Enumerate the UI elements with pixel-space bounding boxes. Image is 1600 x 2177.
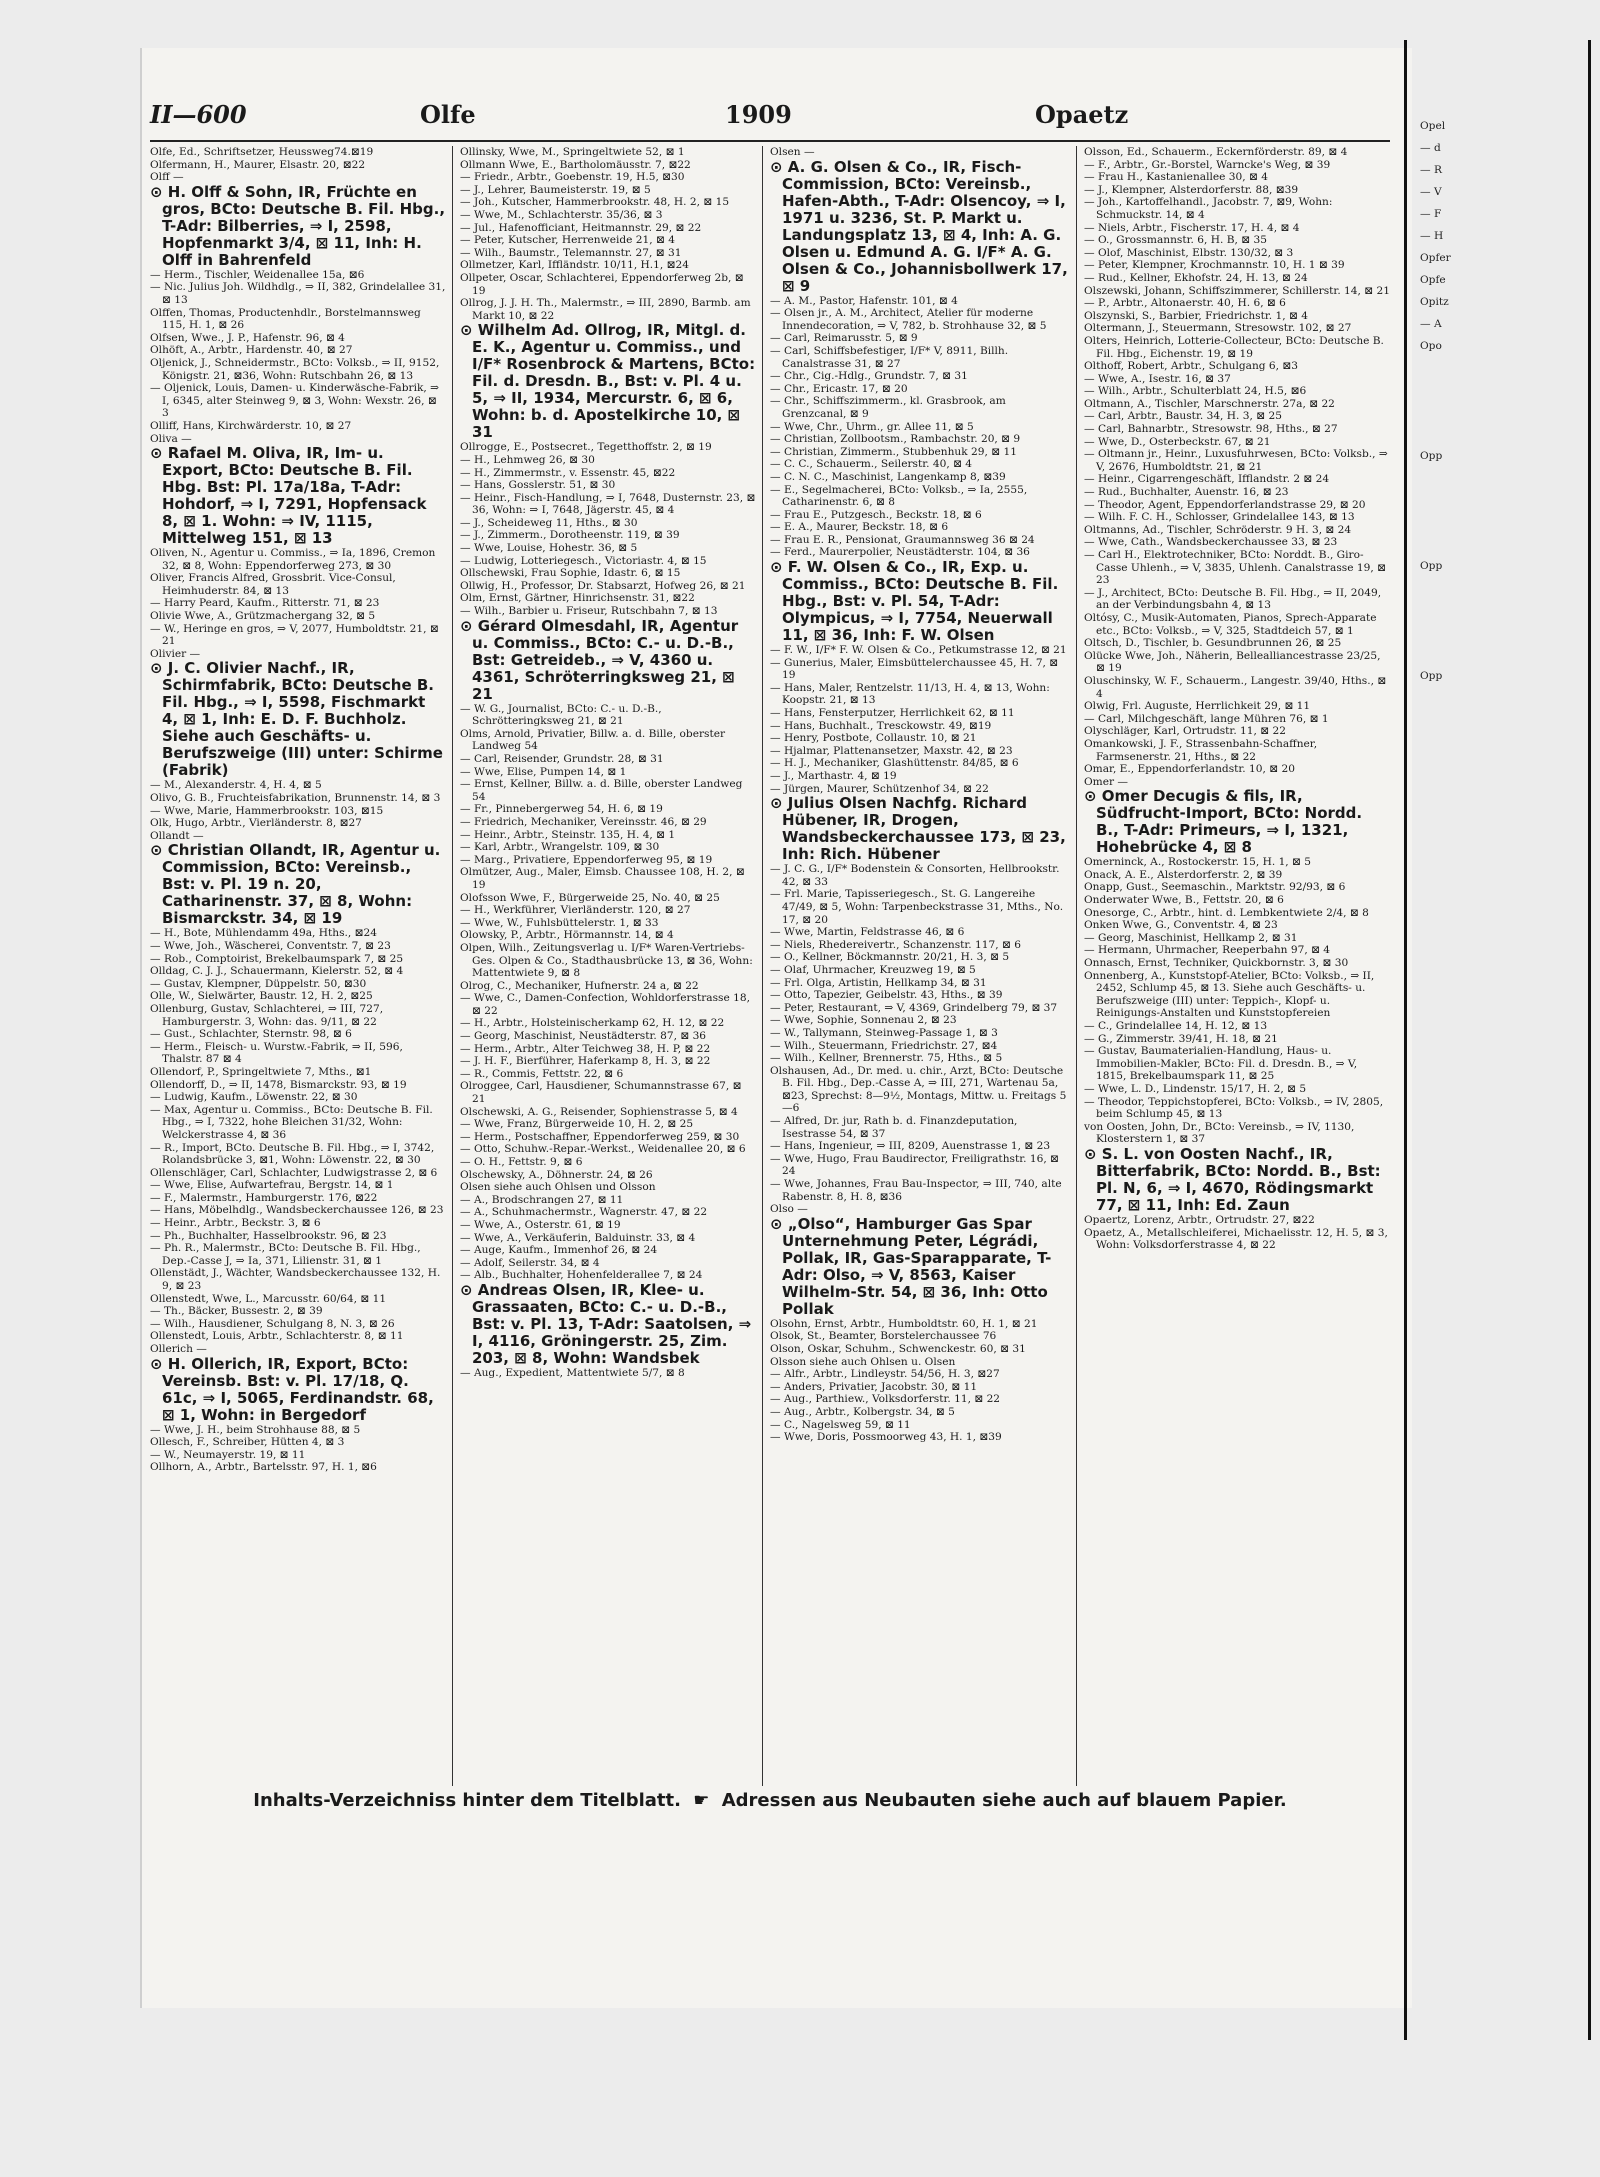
directory-entry: — Adolf, Seilerstr. 34, ⊠ 4 <box>460 1256 600 1269</box>
directory-entry: — Fr., Pinnebergerweg 54, H. 6, ⊠ 19 <box>460 803 663 816</box>
directory-entry: — Wwe, M., Schlachterstr. 35/36, ⊠ 3 <box>460 208 663 221</box>
directory-entry: Ollesch, F., Schreiber, Hütten 4, ⊠ 3 <box>150 1436 345 1449</box>
header-right-word: Opaetz <box>1035 100 1129 129</box>
directory-entry: — Wwe, Franz, Bürgerweide 10, H. 2, ⊠ 25 <box>460 1118 694 1131</box>
directory-entry: — Alfred, Dr. jur, Rath b. d. Finanzdeputation, Isestrasse 54, ⊠ 37 <box>770 1115 1018 1140</box>
directory-entry: — Rud., Buchhalter, Auenstr. 16, ⊠ 23 <box>1084 486 1289 499</box>
directory-entry: — Oltmann jr., Heinr., Luxusfuhrwesen, BCto: Volksb., ⇒ V, 2676, Humboldtstr. 21, ⊠ 21 <box>1084 448 1388 473</box>
directory-entry: Ollrogge, E., Postsecret., Tegetthoffstr. 2, ⊠ 19 <box>460 441 712 454</box>
directory-entry: Olters, Heinrich, Lotterie-Collecteur, BCto: Deutsche B. Fil. Hbg., Eichenstr. 19, ⊠ 19 <box>1084 334 1384 360</box>
directory-entry: — W., Neumayerstr. 19, ⊠ 11 <box>150 1448 306 1461</box>
directory-entry: — J., Lehrer, Baumeisterstr. 19, ⊠ 5 <box>460 183 651 196</box>
directory-entry: Olsohn, Ernst, Arbtr., Humboldtstr. 60, H. 1, ⊠ 21 <box>770 1317 1038 1330</box>
directory-entry: — Georg, Maschinist, Hellkamp 2, ⊠ 31 <box>1084 931 1298 944</box>
directory-entry: — Heinr., Arbtr., Steinstr. 135, H. 4, ⊠ 1 <box>460 828 676 841</box>
directory-entry: — Wwe, Martin, Feldstrasse 46, ⊠ 6 <box>770 926 965 939</box>
directory-entry: — Carl, Schiffsbefestiger, I/F* V, 8911, Billh. Canalstrasse 31, ⊠ 27 <box>770 344 1009 370</box>
pointing-hand-icon: ☛ <box>693 1790 710 1811</box>
directory-entry: — Wwe, Hugo, Frau Baudirector, Freiligrathstr. 16, ⊠ 24 <box>770 1152 1059 1178</box>
directory-entry: — W. G., Journalist, BCto: C.- u. D.-B., Schrötteringksweg 21, ⊠ 21 <box>460 702 662 728</box>
directory-entry: Onesorge, C., Arbtr., hint. d. Lembkentwiete 2/4, ⊠ 8 <box>1084 906 1369 919</box>
directory-entry: — C., Grindelallee 14, H. 12, ⊠ 13 <box>1084 1020 1268 1032</box>
directory-entry: Ollendorff, D., ⇒ II, 1478, Bismarckstr. 93, ⊠ 19 <box>150 1078 407 1091</box>
directory-entry: — Otto, Schuhw.-Repar.-Werkst., Weidenallee 20, ⊠ 6 <box>460 1143 746 1156</box>
directory-entry: — Joh., Kutscher, Hammerbrookstr. 48, H. 2, ⊠ 15 <box>460 196 730 209</box>
directory-entry: Olrog, C., Mechaniker, Hufnerstr. 24 a, ⊠ 22 <box>460 979 699 992</box>
running-header <box>150 100 1390 140</box>
directory-entry: — Otto, Tapezier, Geibelstr. 43, Hths., ⊠ 39 <box>770 989 1003 1002</box>
directory-entry: Olm, Ernst, Gärtner, Hinrichsenstr. 31, ⊠22 <box>460 592 695 605</box>
directory-entry: — Chr., Schiffszimmerm., kl. Grasbrook, am Grenzcanal, ⊠ 9 <box>770 395 1006 420</box>
directory-entry: — Herm., Tischler, Weidenallee 15a, ⊠6 <box>150 268 365 281</box>
directory-entry: — Olof, Maschinist, Elbstr. 130/32, ⊠ 3 <box>1084 246 1294 259</box>
directory-entry: — Wilh., Barbier u. Friseur, Rutschbahn 7, ⊠ 13 <box>460 605 718 618</box>
directory-entry: Oliva — <box>150 432 192 445</box>
directory-entry: — Friedr., Arbtr., Goebenstr. 19, H.5, ⊠30 <box>460 171 685 184</box>
directory-entry: Olle, W., Sielwärter, Baustr. 12, H. 2, ⊠25 <box>150 990 373 1003</box>
directory-entry: — Marg., Privatiere, Eppendorferweg 95, ⊠ 19 <box>460 853 713 866</box>
directory-entry: — Carl, Arbtr., Baustr. 34, H. 3, ⊠ 25 <box>1084 410 1282 423</box>
directory-entry: — R., Import, BCto. Deutsche B. Fil. Hbg., ⇒ I, 3742, Rolandsbrücke 3, ⊠1, Wohn: Löwenstr. 22, ⊠ 30 <box>150 1141 435 1167</box>
directory-entry: Oltmann, A., Tischler, Marschnerstr. 27a, ⊠ 22 <box>1084 397 1335 410</box>
directory-entry: ⊙ S. L. von Oosten Nachf., IR, Bitterfabrik, BCto: Nordd. B., Bst: Pl. N, 6, ⇒ I, 4670, Rödingsmarkt 77, ⊠ 11, Inh: Ed. Zaun <box>1084 1144 1381 1214</box>
directory-entry: — Wilh., Arbtr., Schulterblatt 24, H.5, ⊠6 <box>1084 385 1307 398</box>
directory-entry: — W., Heringe en gros, ⇒ V, 2077, Humboldtstr. 21, ⊠ 21 <box>150 622 439 648</box>
directory-entry: — Wilh., Baumstr., Telemannstr. 27, ⊠ 31 <box>460 246 682 259</box>
directory-entry: — Herm., Arbtr., Alter Teichweg 38, H. P, ⊠ 22 <box>460 1042 711 1055</box>
directory-entry: Omar, E., Eppendorferlandstr. 10, ⊠ 20 <box>1084 763 1295 776</box>
fragment-line: — R <box>1420 164 1442 176</box>
directory-entry: — F. W., I/F* F. W. Olsen & Co., Petkumstrasse 12, ⊠ 21 <box>770 644 1067 657</box>
directory-entry: — Wwe, Sophie, Sonnenau 2, ⊠ 23 <box>770 1014 957 1027</box>
directory-entry: Omerninck, A., Rostockerstr. 15, H. 1, ⊠ 5 <box>1084 856 1312 869</box>
directory-entry: — Hans, Fensterputzer, Herrlichkeit 62, ⊠ 11 <box>770 707 1015 720</box>
directory-entry: — Wwe, Johannes, Frau Bau-Inspector, ⇒ III, 740, alte Rabenstr. 8, H. 8, ⊠36 <box>770 1178 1062 1203</box>
directory-entry: Olso — <box>770 1203 808 1216</box>
footer-left-text: Inhalts-Verzeichniss hinter dem Titelblatt. <box>253 1790 681 1811</box>
directory-entry: Olsen siehe auch Ohlsen und Olsson <box>460 1181 656 1194</box>
directory-entry: — Rob., Comptoirist, Brekelbaumspark 7, ⊠ 25 <box>150 952 404 965</box>
directory-entry: — C., Nagelsweg 59, ⊠ 11 <box>770 1418 911 1431</box>
directory-entry: — Auge, Kaufm., Immenhof 26, ⊠ 24 <box>460 1244 658 1257</box>
directory-column-2 <box>460 146 756 1786</box>
directory-entry: Olivo, G. B., Fruchteisfabrikation, Brunnenstr. 14, ⊠ 3 <box>150 792 441 805</box>
directory-entry: Ollendorf, P., Springeltwiete 7, Mths., ⊠1 <box>150 1065 372 1078</box>
fragment-line: — F <box>1420 208 1442 220</box>
directory-entry: Ollenstedt, Louis, Arbtr., Schlachterstr. 8, ⊠ 11 <box>150 1330 404 1343</box>
directory-entry: ⊙ J. C. Olivier Nachf., IR, Schirmfabrik, BCto: Deutsche B. Fil. Hbg., ⇒ I, 5598, Fischmarkt 4, ⊠ 1, Inh: E. D. F. Buchholz. Siehe auch Geschäfts- u. Berufszweige (III) unter: Schirme (Fabrik) <box>150 659 443 780</box>
directory-entry: ⊙ A. G. Olsen & Co., IR, Fisch-Commission, BCto: Vereinsb., Hafen-Abth., T-Adr: Olsencoy, ⇒ I, 1971 u. 3236, St. P. Markt u. Landungsplatz 13, ⊠ 4, Inh: A. G. Olsen u. Edmund A. G. I/F* A. G. Olsen & Co., Johannisbollwerk 17, ⊠ 9 <box>770 157 1068 295</box>
directory-entry: — Wwe, W., Fuhlsbüttelerstr. 1, ⊠ 33 <box>460 916 659 929</box>
directory-entry: — Alb., Buchhalter, Hohenfelderallee 7, ⊠ 24 <box>460 1269 703 1282</box>
directory-entry: — Chr., Ericastr. 17, ⊠ 20 <box>770 382 908 395</box>
directory-entry: — Aug., Expedient, Mattentwiete 5/7, ⊠ 8 <box>460 1366 685 1379</box>
directory-entry: — Wwe, A., Verkäuferin, Balduinstr. 33, ⊠ 4 <box>460 1231 696 1244</box>
directory-entry: — Wwe, Cath., Wandsbeckerchaussee 33, ⊠ 23 <box>1084 536 1338 549</box>
directory-entry: Olliff, Hans, Kirchwärderstr. 10, ⊠ 27 <box>150 419 352 432</box>
directory-entry: — Max, Agentur u. Commiss., BCto: Deutsche B. Fil. Hbg., ⇒ I, 7322, hohe Bleichen 31/32, Wohn: Welckerstrasse 4, ⊠ 36 <box>150 1103 433 1141</box>
directory-entry: — F., Arbtr., Gr.-Borstel, Warncke's Weg, ⊠ 39 <box>1084 158 1331 171</box>
directory-entry: — Niels, Rhedereivertr., Schanzenstr. 117, ⊠ 6 <box>770 938 1021 951</box>
directory-entry: — Frau E. R., Pensionat, Graumannsweg 36 ⊠ 24 <box>770 533 1035 546</box>
directory-entry: Onken Wwe, G., Conventstr. 4, ⊠ 23 <box>1084 919 1278 932</box>
directory-entry: — Wwe, A., Isestr. 16, ⊠ 37 <box>1084 372 1231 385</box>
directory-entry: — Oljenick, Louis, Damen- u. Kinderwäsche-Fabrik, ⇒ I, 6345, alter Steinweg 9, ⊠ 3, Wohn: Wexstr. 26, ⊠ 3 <box>150 382 440 420</box>
page-number: II—600 <box>150 100 247 129</box>
directory-entry: Ollmann Wwe, E., Bartholomäusstr. 7, ⊠22 <box>460 158 691 171</box>
directory-entry: von Oosten, John, Dr., BCto: Vereinsb., ⇒ IV, 1130, Klosterstern 1, ⊠ 37 <box>1084 1120 1355 1146</box>
directory-entry: — Peter, Klempner, Krochmannstr. 10, H. 1 ⊠ 39 <box>1084 259 1345 272</box>
directory-entry: — Hans, Möbelhdlg., Wandsbeckerchaussee 126, ⊠ 23 <box>150 1204 444 1217</box>
directory-entry: — Wwe, Elise, Pumpen 14, ⊠ 1 <box>460 765 627 778</box>
directory-entry: Olms, Arnold, Privatier, Billw. a. d. Bille, oberster Landweg 54 <box>460 727 726 753</box>
column-divider <box>762 146 763 1786</box>
directory-entry: Olschewsky, A., Döhnerstr. 24, ⊠ 26 <box>460 1168 653 1181</box>
directory-entry: — O. H., Fettstr. 9, ⊠ 6 <box>460 1156 583 1168</box>
directory-entry: Ollandt — <box>150 829 204 842</box>
directory-entry: ⊙ H. Olff & Sohn, IR, Früchte en gros, BCto: Deutsche B. Fil. Hbg., T-Adr: Bilberries, ⇒ I, 2598, Hopfenmarkt 3/4, ⊠ 11, Inh: H. Olff in Bahrenfeld <box>150 182 446 269</box>
directory-entry: Olffen, Thomas, Productenhdlr., Borstelmannsweg 115, H. 1, ⊠ 26 <box>150 306 421 332</box>
directory-column-3 <box>770 146 1070 1786</box>
directory-entry: — Peter, Restaurant, ⇒ V, 4369, Grindelberg 79, ⊠ 37 <box>770 1001 1058 1014</box>
fragment-line: Opfer <box>1420 252 1451 264</box>
directory-entry: Olofsson Wwe, F., Bürgerweide 25, No. 40, ⊠ 25 <box>460 891 720 904</box>
directory-entry: — Chr., Cig.-Hdlg., Grundstr. 7, ⊠ 31 <box>770 370 968 383</box>
directory-entry: Olsson, Ed., Schauerm., Eckernförderstr. 89, ⊠ 4 <box>1084 146 1348 158</box>
directory-entry: Omer — <box>1084 775 1129 788</box>
directory-entry: — Herm., Postschaffner, Eppendorferweg 259, ⊠ 30 <box>460 1130 740 1143</box>
directory-entry: Olsson siehe auch Ohlsen u. Olsen <box>770 1355 956 1368</box>
directory-entry: Olücke Wwe, Joh., Näherin, Bellealliancestrasse 23/25, ⊠ 19 <box>1084 649 1381 675</box>
directory-entry: — Aug., Arbtr., Kolbergstr. 34, ⊠ 5 <box>770 1405 955 1418</box>
directory-entry: Ollrog, J. J. H. Th., Malermstr., ⇒ III, 2890, Barmb. am Markt 10, ⊠ 22 <box>460 297 751 322</box>
directory-entry: — Gunerius, Maler, Eimsbüttelerchaussee 45, H. 7, ⊠ 19 <box>770 656 1059 682</box>
directory-entry: — Alfr., Arbtr., Lindleystr. 54/56, H. 3, ⊠27 <box>770 1368 1000 1381</box>
directory-entry: — Wwe, Joh., Wäscherei, Conventstr. 7, ⊠ 23 <box>150 940 391 952</box>
directory-entry: — Frl. Marie, Tapisseriegesch., St. G. Langereihe 47/49, ⊠ 5, Wohn: Tarpenbeckstrasse 31, Mths., No. 17, ⊠ 20 <box>770 888 1064 926</box>
directory-entry: — Hans, Ingenieur, ⇒ III, 8209, Auenstrasse 1, ⊠ 23 <box>770 1140 1051 1153</box>
directory-entry: — Wwe, Marie, Hammerbrookstr. 103, ⊠15 <box>150 804 384 817</box>
directory-entry: Onnenberg, A., Kunststopf-Atelier, BCto: Volksb., ⇒ II, 2452, Schlump 45, ⊠ 13. Siehe auch Geschäfts- u. Berufszweige (III) unter: Teppich-, Klopf- u. Reinigungs-Anstalten und Kunststopfereien <box>1084 969 1375 1020</box>
directory-entry: — R., Commis, Fettstr. 22, ⊠ 6 <box>460 1067 624 1080</box>
fragment-line: Opp <box>1420 450 1443 462</box>
directory-entry: — Christian, Zimmerm., Stubbenhuk 29, ⊠ 11 <box>770 445 1017 458</box>
fragment-line: Opo <box>1420 340 1442 352</box>
directory-entry: — Peter, Kutscher, Herrenweide 21, ⊠ 4 <box>460 234 675 247</box>
directory-entry: — Georg, Maschinist, Neustädterstr. 87, ⊠ 36 <box>460 1030 707 1043</box>
directory-entry: Oltermann, J., Steuermann, Stresowstr. 102, ⊠ 27 <box>1084 322 1352 335</box>
directory-entry: Ollpeter, Oscar, Schlachterei, Eppendorferweg 2b, ⊠ 19 <box>460 271 744 297</box>
directory-entry: Ollinsky, Wwe, M., Springeltwiete 52, ⊠ 1 <box>460 146 685 158</box>
directory-entry: — Karl, Arbtr., Wrangelstr. 109, ⊠ 30 <box>460 841 660 854</box>
directory-entry: Olsok, St., Beamter, Borstelerchaussee 76 <box>770 1330 997 1343</box>
directory-entry: — Herm., Fleisch- u. Wurstw.-Fabrik, ⇒ II, 596, Thalstr. 87 ⊠ 4 <box>150 1040 403 1066</box>
directory-entry: — Niels, Arbtr., Fischerstr. 17, H. 4, ⊠ 4 <box>1084 221 1300 234</box>
directory-entry: Olson, Oskar, Schuhm., Schwenckestr. 60, ⊠ 31 <box>770 1343 1026 1355</box>
directory-entry: — Wwe, D., Osterbeckstr. 67, ⊠ 21 <box>1084 435 1271 448</box>
directory-entry: Olldag, C. J. J., Schauermann, Kielerstr. 52, ⊠ 4 <box>150 965 404 978</box>
directory-entry: Opaertz, Lorenz, Arbtr., Ortrudstr. 27, ⊠22 <box>1084 1213 1315 1226</box>
directory-entry: — A., Schuhmachermstr., Wagnerstr. 47, ⊠ 22 <box>460 1206 708 1219</box>
footer-notice <box>150 1790 1390 1811</box>
directory-entry: Olthoff, Robert, Arbtr., Schulgang 6, ⊠3 <box>1084 360 1299 373</box>
directory-entry: Onapp, Gust., Seemaschin., Marktstr. 92/93, ⊠ 6 <box>1084 881 1346 894</box>
directory-entry: ⊙ „Olso“, Hamburger Gas Spar Unternehmung Peter, Légrádi, Pollak, IR, Gas-Sparapparate, T-Adr: Olso, ⇒ V, 8563, Kaiser Wilhelm-Str. 54, ⊠ 36, Inh: Otto Pollak <box>770 1214 1052 1318</box>
directory-entry: ⊙ F. W. Olsen & Co., IR, Exp. u. Commiss., BCto: Deutsche B. Fil. Hbg., Bst: v. Pl. 54, T-Adr: Olympicus, ⇒ I, 7754, Neuerwall 11, ⊠ 36, Inh: F. W. Olsen <box>770 558 1059 645</box>
directory-entry: — Jürgen, Maurer, Schützenhof 34, ⊠ 22 <box>770 782 989 795</box>
directory-entry: — Ferd., Maurerpolier, Neustädterstr. 104, ⊠ 36 <box>770 546 1030 559</box>
directory-entry: — H., Zimmermstr., v. Essenstr. 45, ⊠22 <box>460 466 676 479</box>
directory-entry: Onack, A. E., Alsterdorferstr. 2, ⊠ 39 <box>1084 868 1283 881</box>
directory-entry: — Hans, Buchhalt., Tresckowstr. 49, ⊠19 <box>770 719 992 732</box>
directory-entry: Olyschläger, Karl, Ortrudstr. 11, ⊠ 22 <box>1084 725 1286 738</box>
directory-entry: — Wwe, A., Osterstr. 61, ⊠ 19 <box>460 1218 621 1231</box>
directory-entry: Olroggee, Carl, Hausdiener, Schumannstrasse 67, ⊠ 21 <box>460 1080 742 1106</box>
directory-entry: — Heinr., Fisch-Handlung, ⇒ I, 7648, Dusternstr. 23, ⊠ 36, Wohn: ⇒ I, 7648, Jägerstr. 45, ⊠ 4 <box>460 491 756 517</box>
directory-entry: — Wwe, Chr., Uhrm., gr. Allee 11, ⊠ 5 <box>770 420 974 433</box>
directory-entry: — E. A., Maurer, Beckstr. 18, ⊠ 6 <box>770 521 949 534</box>
directory-entry: — Olaf, Uhrmacher, Kreuzweg 19, ⊠ 5 <box>770 963 976 976</box>
column-divider <box>452 146 453 1786</box>
fragment-line: Opitz <box>1420 296 1449 308</box>
directory-entry: Olschewski, A. G., Reisender, Sophienstrasse 5, ⊠ 4 <box>460 1105 738 1118</box>
directory-entry: Opaetz, A., Metallschleiferei, Michaelisstr. 12, H. 5, ⊠ 3, Wohn: Volksdorferstrasse 4, ⊠ 22 <box>1084 1226 1388 1252</box>
directory-entry: Ollerich — <box>150 1343 207 1355</box>
directory-entry: Ollenstedt, Wwe, L., Marcusstr. 60/64, ⊠ 11 <box>150 1292 387 1305</box>
directory-entry: — G., Zimmerstr. 39/41, H. 18, ⊠ 21 <box>1084 1032 1278 1045</box>
page-edge-bar <box>1404 40 1407 2040</box>
directory-entry: — Wwe, Louise, Hohestr. 36, ⊠ 5 <box>460 542 638 555</box>
directory-entry: — H., Bote, Mühlendamm 49a, Hths., ⊠24 <box>150 927 378 940</box>
directory-entry: — C. N. C., Maschinist, Langenkamp 8, ⊠39 <box>770 470 1006 483</box>
directory-entry: — Olsen jr., A. M., Architect, Atelier für moderne Innendecoration, ⇒ V, 782, b. Strohhause 32, ⊠ 5 <box>770 307 1047 332</box>
directory-entry: — Heinr., Cigarrengeschäft, Ifflandstr. 2 ⊠ 24 <box>1084 473 1330 486</box>
directory-entry: — Ph., Buchhalter, Hasselbrookstr. 96, ⊠ 23 <box>150 1229 387 1242</box>
directory-entry: ⊙ Andreas Olsen, IR, Klee- u. Grassaaten, BCto: C.- u. D.-B., Bst: v. Pl. 13, T-Adr: Saatolsen, ⇒ I, 4116, Gröningerstr. 25, Zim. 203, ⊠ 8, Wohn: Wandsbek <box>460 1280 752 1367</box>
directory-entry: Ollenschläger, Carl, Schlachter, Ludwigstrasse 2, ⊠ 6 <box>150 1166 438 1179</box>
directory-column-1 <box>150 146 446 1786</box>
fragment-line: Opel <box>1420 120 1446 132</box>
fragment-line: — A <box>1420 318 1442 330</box>
directory-entry: — Ernst, Kellner, Billw. a. d. Bille, oberster Landweg 54 <box>460 778 743 803</box>
directory-entry: — Wilh., Kellner, Brennerstr. 75, Hths., ⊠ 5 <box>770 1052 1003 1065</box>
directory-entry: Olhöft, A., Arbtr., Hardenstr. 40, ⊠ 27 <box>150 344 353 357</box>
directory-entry: Olwig, Frl. Auguste, Herrlichkeit 29, ⊠ 11 <box>1084 700 1311 713</box>
directory-entry: — E., Segelmacherei, BCto: Volksb., ⇒ Ia, 2555, Catharinenstr. 6, ⊠ 8 <box>770 483 1028 509</box>
directory-entry: — Carl H., Elektrotechniker, BCto: Norddt. B., Giro-Casse Uhlenh., ⇒ V, 3835, Uhlenh. Canalstrasse 19, ⊠ 23 <box>1084 549 1386 587</box>
directory-entry: — Theodor, Teppichstopferei, BCto: Volksb., ⇒ IV, 2805, beim Schlump 45, ⊠ 13 <box>1084 1095 1384 1121</box>
directory-entry: — Joh., Kartoffelhandl., Jacobstr. 7, ⊠9, Wohn: Schmuckstr. 14, ⊠ 4 <box>1084 196 1333 221</box>
directory-entry: — J. C. G., I/F* Bodenstein & Consorten, Hellbrookstr. 42, ⊠ 33 <box>770 863 1060 888</box>
directory-entry: — Friedrich, Mechaniker, Vereinsstr. 46, ⊠ 29 <box>460 815 707 828</box>
directory-entry: — M., Alexanderstr. 4, H. 4, ⊠ 5 <box>150 779 322 792</box>
directory-entry: — Heinr., Arbtr., Beckstr. 3, ⊠ 6 <box>150 1217 321 1230</box>
directory-entry: ⊙ Omer Decugis & fils, IR, Südfrucht-Import, BCto: Nordd. B., T-Adr: Primeurs, ⇒ I, 1321, Hohebrücke 4, ⊠ 8 <box>1084 787 1363 857</box>
directory-entry: ⊙ H. Ollerich, IR, Export, BCto: Vereinsb. Bst: v. Pl. 17/18, Q. 61c, ⇒ I, 5065, Ferdinandstr. 68, ⊠ 1, Wohn: in Bergedorf <box>150 1354 434 1424</box>
directory-entry: Olsen — <box>770 146 815 158</box>
directory-entry: — Ludwig, Lotteriegesch., Victoriastr. 4, ⊠ 15 <box>460 554 707 567</box>
directory-entry: Olowsky, P., Arbtr., Hörmannstr. 14, ⊠ 4 <box>460 929 674 942</box>
directory-entry: Oliven, N., Agentur u. Commiss., ⇒ Ia, 1896, Cremon 32, ⊠ 8, Wohn: Eppendorferweg 273, ⊠ 30 <box>150 547 436 572</box>
directory-entry: Olpen, Wilh., Zeitungsverlag u. I/F* Waren-Vertriebs-Ges. Olpen & Co., Stadthausbrücke 13, ⊠ 36, Wohn: Mattentwiete 9, ⊠ 8 <box>460 941 753 980</box>
directory-entry: — Frau H., Kastanienallee 30, ⊠ 4 <box>1084 171 1268 184</box>
directory-entry: Oljenick, J., Schneidermstr., BCto: Volksb., ⇒ II, 9152, Königstr. 21, ⊠36, Wohn: Rutschbahn 26, ⊠ 13 <box>150 356 440 382</box>
directory-entry: — Wwe, J. H., beim Strohhause 88, ⊠ 5 <box>150 1423 361 1436</box>
directory-entry: — C. C., Schauerm., Seilerstr. 40, ⊠ 4 <box>770 458 973 471</box>
directory-entry: — Henry, Postbote, Collaustr. 10, ⊠ 21 <box>770 732 977 745</box>
directory-entry: — Nic. Julius Joh. Wildhdlg., ⇒ II, 382, Grindelallee 31, ⊠ 13 <box>150 281 446 306</box>
directory-entry: — Ph. R., Malermstr., BCto: Deutsche B. Fil. Hbg., Dep.-Casse J, ⇒ Ia, 371, Lilienstr. 31, ⊠ 1 <box>150 1242 421 1267</box>
directory-entry: — Gust., Schlachter, Sternstr. 98, ⊠ 6 <box>150 1028 352 1041</box>
next-page-fragment <box>1420 120 1600 1820</box>
directory-entry: — Wwe, C., Damen-Confection, Wohldorferstrasse 18, ⊠ 22 <box>460 992 750 1017</box>
directory-entry: — Gustav, Baumaterialien-Handlung, Haus- u. Immobilien-Makler, BCto: Fil. d. Dresdn. B., ⇒ V, 1815, Brekelbaumspark 11, ⊠ 25 <box>1084 1045 1358 1083</box>
fragment-line: — d <box>1420 142 1441 154</box>
directory-entry: Olff — <box>150 171 184 184</box>
directory-entry: — Frau E., Putzgesch., Beckstr. 18, ⊠ 6 <box>770 508 982 521</box>
directory-entry: Onderwater Wwe, B., Fettstr. 20, ⊠ 6 <box>1084 894 1284 907</box>
directory-entry: Ollwig, H., Professor, Dr. Stabsarzt, Hofweg 26, ⊠ 21 <box>460 579 746 592</box>
directory-entry: — J., Marthastr. 4, ⊠ 19 <box>770 770 897 782</box>
fragment-line: Opfe <box>1420 274 1446 286</box>
directory-entry: Ollenstädt, J., Wächter, Wandsbeckerchaussee 132, H. 9, ⊠ 23 <box>150 1267 441 1293</box>
directory-entry: — Christian, Zollbootsm., Rambachstr. 20, ⊠ 9 <box>770 433 1021 446</box>
header-rule <box>150 140 1390 142</box>
directory-entry: — H., Werkführer, Vierländerstr. 120, ⊠ 27 <box>460 904 691 917</box>
directory-entry: — Harry Peard, Kaufm., Ritterstr. 71, ⊠ 23 <box>150 597 380 610</box>
directory-entry: Oluschinsky, W. F., Schauerm., Langestr. 39/40, Hths., ⊠ 4 <box>1084 674 1387 700</box>
directory-entry: Olfsen, Wwe., J. P., Hafenstr. 96, ⊠ 4 <box>150 331 345 344</box>
directory-entry: — H., Arbtr., Holsteinischerkamp 62, H. 12, ⊠ 22 <box>460 1017 725 1030</box>
directory-entry: Olshausen, Ad., Dr. med. u. chir., Arzt, BCto: Deutsche B. Fil. Hbg., Dep.-Casse A, ⇒ III, 271, Wartenau 5a, ⊠23, Sprechst: 8—9½, Montags, Mittw. u. Freitags 5—6 <box>770 1064 1067 1115</box>
fragment-line: Opp <box>1420 560 1443 572</box>
directory-entry: — J., Zimmerm., Dorotheenstr. 119, ⊠ 39 <box>460 529 680 542</box>
directory-entry: — O., Grossmannstr. 6, H. B, ⊠ 35 <box>1084 234 1267 247</box>
directory-column-4 <box>1084 146 1390 1786</box>
directory-entry: — Wilh., Hausdiener, Schulgang 8, N. 3, ⊠ 26 <box>150 1317 395 1330</box>
directory-entry: — Carl, Bahnarbtr., Stresowstr. 98, Hths., ⊠ 27 <box>1084 423 1338 436</box>
directory-entry: Oliver, Francis Alfred, Grossbrit. Vice-Consul, Heimhuderstr. 84, ⊠ 13 <box>150 572 396 597</box>
header-left-word: Olfe <box>420 100 476 129</box>
directory-entry: ⊙ Julius Olsen Nachfg. Richard Hübener, IR, Drogen, Wandsbeckerchaussee 173, ⊠ 23, Inh: Rich. Hübener <box>770 794 1066 864</box>
directory-entry: — Rud., Kellner, Ekhofstr. 24, H. 13, ⊠ 24 <box>1084 271 1308 284</box>
directory-entry: — P., Arbtr., Altonaerstr. 40, H. 6, ⊠ 6 <box>1084 297 1286 310</box>
directory-entry: Ollhorn, A., Arbtr., Bartelsstr. 97, H. 1, ⊠6 <box>150 1461 377 1474</box>
directory-entry: — Carl, Reisender, Grundstr. 28, ⊠ 31 <box>460 753 664 765</box>
directory-entry: — J., Scheideweg 11, Hths., ⊠ 30 <box>460 516 638 529</box>
directory-entry: — Wwe, L. D., Lindenstr. 15/17, H. 2, ⊠ 5 <box>1084 1082 1307 1095</box>
directory-entry: Ollschewski, Frau Sophie, Idastr. 6, ⊠ 15 <box>460 567 681 580</box>
header-year: 1909 <box>725 100 792 129</box>
directory-entry: Omankowski, J. F., Strassenbahn-Schaffner, Farmsenerstr. 21, Hths., ⊠ 22 <box>1084 737 1318 763</box>
directory-entry: — J., Klempner, Alsterdorferstr. 88, ⊠39 <box>1084 183 1299 196</box>
directory-entry: Olivier — <box>150 647 201 660</box>
directory-entry: — Carl, Milchgeschäft, lange Mühren 76, ⊠ 1 <box>1084 712 1329 725</box>
directory-entry: — A., Brodschrangen 27, ⊠ 11 <box>460 1193 624 1206</box>
directory-entry: — Wilh., Steuermann, Friedrichstr. 27, ⊠4 <box>770 1039 998 1052</box>
directory-entry: Olivie Wwe, A., Grützmachergang 32, ⊠ 5 <box>150 610 376 623</box>
directory-entry: Olszynski, S., Barbier, Friedrichstr. 1, ⊠ 4 <box>1084 309 1308 322</box>
directory-entry: — Hans, Gosslerstr. 51, ⊠ 30 <box>460 479 616 492</box>
directory-entry: — Wwe, Doris, Possmoorweg 43, H. 1, ⊠39 <box>770 1431 1002 1444</box>
directory-entry: — A. M., Pastor, Hafenstr. 101, ⊠ 4 <box>770 294 958 307</box>
directory-entry: — J. H. F., Bierführer, Haferkamp 8, H. 3, ⊠ 22 <box>460 1055 711 1068</box>
directory-entry: — Carl, Reimarusstr. 5, ⊠ 9 <box>770 332 918 345</box>
directory-entry: Oltmanns, Ad., Tischler, Schröderstr. 9 H. 3, ⊠ 24 <box>1084 523 1352 536</box>
column-divider <box>1076 146 1077 1786</box>
directory-entry: Oltósy, C., Musik-Automaten, Pianos, Sprech-Apparate etc., BCto: Volksb., ⇒ V, 325, Stadtdeich 57, ⊠ 1 <box>1084 611 1377 637</box>
directory-entry: Olfe, Ed., Schriftsetzer, Heussweg74.⊠19 <box>150 146 374 158</box>
directory-entry: — H., Lehmweg 26, ⊠ 30 <box>460 453 595 466</box>
directory-entry: — J., Architect, BCto: Deutsche B. Fil. Hbg., ⇒ II, 2049, an der Verbindungsbahn 4, ⊠ 13 <box>1084 586 1382 612</box>
directory-entry: ⊙ Rafael M. Oliva, IR, Im- u. Export, BCto: Deutsche B. Fil. Hbg. Bst: Pl. 17a/18a, T-Adr: Hohdorf, ⇒ I, 7291, Hopfensack 8, ⊠ 1. Wohn: ⇒ IV, 1115, Mittelweg 151, ⊠ 13 <box>150 444 427 548</box>
directory-entry: ⊙ Gérard Olmesdahl, IR, Agentur u. Commiss., BCto: C.- u. D.-B., Bst: Getreideb., ⇒ V, 4360 u. 4361, Schröterringksweg 21, ⊠ 21 <box>460 616 739 703</box>
directory-entry: — Hans, Maler, Rentzelstr. 11/13, H. 4, ⊠ 13, Wohn: Koopstr. 21, ⊠ 13 <box>770 681 1050 707</box>
directory-entry: — Ludwig, Kaufm., Löwenstr. 22, ⊠ 30 <box>150 1091 358 1104</box>
directory-entry: — Jul., Hafenofficiant, Heitmannstr. 29, ⊠ 22 <box>460 221 702 234</box>
directory-entry: — Hermann, Uhrmacher, Reeperbahn 97, ⊠ 4 <box>1084 944 1331 957</box>
directory-entry: — W., Tallymann, Steinweg-Passage 1, ⊠ 3 <box>770 1026 998 1039</box>
directory-entry: — O., Kellner, Böckmannstr. 20/21, H. 3, ⊠ 5 <box>770 951 1010 964</box>
directory-entry: — Wilh. F. C. H., Schlosser, Grindelallee 143, ⊠ 13 <box>1084 511 1355 524</box>
directory-entry: — Th., Bäcker, Bussestr. 2, ⊠ 39 <box>150 1305 323 1318</box>
directory-entry: — Frl. Olga, Artistin, Hellkamp 34, ⊠ 31 <box>770 976 987 989</box>
directory-entry: ⊙ Christian Ollandt, IR, Agentur u. Commission, BCto: Vereinsb., Bst: v. Pl. 19 n. 20, Catharinenstr. 37, ⊠ 8, Wohn: Bismarckstr. 34, ⊠ 19 <box>150 841 441 928</box>
directory-entry: — F., Malermstr., Hamburgerstr. 176, ⊠22 <box>150 1191 378 1204</box>
directory-entry: — Wwe, Elise, Aufwartefrau, Bergstr. 14, ⊠ 1 <box>150 1179 394 1192</box>
directory-entry: ⊙ Wilhelm Ad. Ollrog, IR, Mitgl. d. E. K., Agentur u. Commiss., und I/F* Rosenbrock & Martens, BCto: Fil. d. Dresdn. B., Bst: v. Pl. 4 u. 5, ⇒ II, 1934, Mercurstr. 6, ⊠ 6, Wohn: b. d. Apostelkirche 10, ⊠ 31 <box>460 321 756 442</box>
directory-entry: Olfermann, H., Maurer, Elsastr. 20, ⊠22 <box>150 158 366 171</box>
directory-entry: — Hjalmar, Plattenansetzer, Maxstr. 42, ⊠ 23 <box>770 744 1013 757</box>
fragment-line: — H <box>1420 230 1444 242</box>
fragment-line: Opp <box>1420 670 1443 682</box>
directory-entry: Olmützer, Aug., Maler, Eimsb. Chaussee 108, H. 2, ⊠ 19 <box>460 866 745 891</box>
directory-entry: Olszewski, Johann, Schiffszimmerer, Schillerstr. 14, ⊠ 21 <box>1084 284 1390 297</box>
directory-entry: Onnasch, Ernst, Techniker, Quickbornstr. 3, ⊠ 30 <box>1084 957 1349 970</box>
directory-entry: — Aug., Parthiew., Volksdorferstr. 11, ⊠ 22 <box>770 1393 1001 1406</box>
directory-entry: Oltsch, D., Tischler, b. Gesundbrunnen 26, ⊠ 25 <box>1084 637 1342 650</box>
directory-entry: Ollmetzer, Karl, Iffländstr. 10/11, H.1, ⊠24 <box>460 259 689 272</box>
directory-entry: Olk, Hugo, Arbtr., Vierländerstr. 8, ⊠27 <box>150 817 362 830</box>
directory-entry: — Gustav, Klempner, Düppelstr. 50, ⊠30 <box>150 977 367 990</box>
directory-entry: — H. J., Mechaniker, Glashüttenstr. 84/85, ⊠ 6 <box>770 757 1019 770</box>
directory-entry: Ollenburg, Gustav, Schlachterei, ⇒ III, 727, Hamburgerstr. 3, Wohn: das. 9/11, ⊠ 22 <box>150 1002 384 1028</box>
footer-right-text: Adressen aus Neubauten siehe auch auf blauem Papier. <box>721 1790 1287 1811</box>
fragment-line: — V <box>1420 186 1442 198</box>
directory-entry: — Theodor, Agent, Eppendorferlandstrasse 29, ⊠ 20 <box>1084 498 1366 511</box>
directory-entry: — Anders, Privatier, Jacobstr. 30, ⊠ 11 <box>770 1380 978 1393</box>
